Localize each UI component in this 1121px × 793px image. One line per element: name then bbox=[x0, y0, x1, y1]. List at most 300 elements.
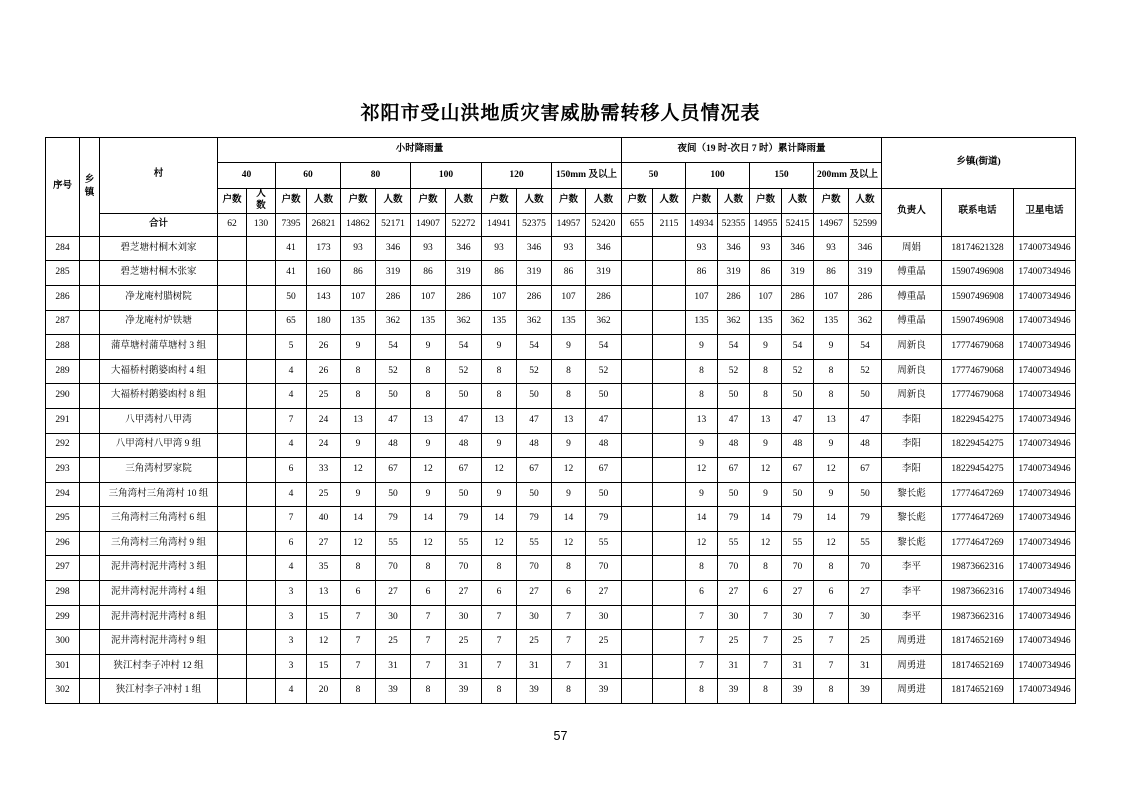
row-serial: 287 bbox=[46, 310, 80, 335]
value-cell bbox=[247, 310, 276, 335]
satellite-phone: 17400734946 bbox=[1014, 236, 1076, 261]
value-cell bbox=[218, 556, 247, 581]
value-cell: 67 bbox=[782, 458, 814, 483]
value-cell: 70 bbox=[517, 556, 552, 581]
value-cell: 93 bbox=[750, 236, 782, 261]
value-cell: 8 bbox=[552, 359, 586, 384]
rainfall-level-header: 200mm 及以上 bbox=[814, 163, 882, 189]
value-cell: 50 bbox=[276, 285, 307, 310]
value-cell: 39 bbox=[586, 679, 622, 704]
value-cell bbox=[247, 654, 276, 679]
contact-phone: 17774679068 bbox=[942, 359, 1014, 384]
table-row bbox=[46, 482, 1076, 507]
value-cell: 319 bbox=[376, 261, 411, 286]
value-cell: 7 bbox=[276, 408, 307, 433]
value-cell: 6 bbox=[686, 581, 718, 606]
value-cell: 8 bbox=[814, 556, 849, 581]
value-cell: 50 bbox=[718, 384, 750, 409]
value-cell: 86 bbox=[750, 261, 782, 286]
value-cell: 70 bbox=[586, 556, 622, 581]
responsible-person: 李平 bbox=[882, 581, 942, 606]
value-cell: 93 bbox=[411, 236, 446, 261]
village-name: 狭江村李子冲村 1 组 bbox=[100, 679, 218, 704]
value-cell: 39 bbox=[517, 679, 552, 704]
value-cell: 319 bbox=[446, 261, 482, 286]
group-header-hourly-rainfall: 小时降雨量 bbox=[218, 138, 622, 163]
rainfall-level-header: 40 bbox=[218, 163, 276, 189]
value-cell: 50 bbox=[446, 384, 482, 409]
value-cell: 47 bbox=[718, 408, 750, 433]
value-cell: 52 bbox=[849, 359, 882, 384]
value-cell: 346 bbox=[376, 236, 411, 261]
value-cell: 30 bbox=[517, 605, 552, 630]
value-cell: 30 bbox=[718, 605, 750, 630]
value-cell: 54 bbox=[849, 335, 882, 360]
village-name: 泥井湾村泥井湾村 3 组 bbox=[100, 556, 218, 581]
households-header: 户数 bbox=[552, 189, 586, 214]
value-cell: 30 bbox=[849, 605, 882, 630]
value-cell: 346 bbox=[586, 236, 622, 261]
table-row bbox=[46, 261, 1076, 286]
value-cell: 86 bbox=[482, 261, 517, 286]
relocation-table bbox=[45, 137, 1076, 704]
value-cell: 65 bbox=[276, 310, 307, 335]
table-row bbox=[46, 433, 1076, 458]
table-row bbox=[46, 310, 1076, 335]
value-cell bbox=[247, 605, 276, 630]
value-cell: 47 bbox=[849, 408, 882, 433]
rainfall-level-header: 150 bbox=[750, 163, 814, 189]
people-header: 人数 bbox=[307, 189, 341, 214]
total-value-cell: 14941 bbox=[482, 213, 517, 236]
value-cell: 286 bbox=[376, 285, 411, 310]
row-serial: 294 bbox=[46, 482, 80, 507]
value-cell: 27 bbox=[718, 581, 750, 606]
value-cell bbox=[218, 482, 247, 507]
value-cell bbox=[218, 408, 247, 433]
value-cell: 55 bbox=[849, 531, 882, 556]
value-cell: 47 bbox=[376, 408, 411, 433]
value-cell: 3 bbox=[276, 605, 307, 630]
value-cell: 362 bbox=[376, 310, 411, 335]
value-cell: 31 bbox=[446, 654, 482, 679]
value-cell: 7 bbox=[686, 605, 718, 630]
value-cell: 8 bbox=[341, 359, 376, 384]
value-cell: 180 bbox=[307, 310, 341, 335]
row-serial: 292 bbox=[46, 433, 80, 458]
table-row bbox=[46, 679, 1076, 704]
value-cell: 8 bbox=[814, 679, 849, 704]
value-cell: 93 bbox=[552, 236, 586, 261]
value-cell bbox=[218, 359, 247, 384]
value-cell: 346 bbox=[782, 236, 814, 261]
value-cell bbox=[622, 408, 653, 433]
table-row bbox=[46, 384, 1076, 409]
value-cell: 31 bbox=[782, 654, 814, 679]
value-cell: 39 bbox=[718, 679, 750, 704]
value-cell: 33 bbox=[307, 458, 341, 483]
value-cell: 7 bbox=[814, 630, 849, 655]
value-cell: 54 bbox=[376, 335, 411, 360]
total-value-cell: 130 bbox=[247, 213, 276, 236]
value-cell: 9 bbox=[341, 335, 376, 360]
value-cell: 8 bbox=[552, 556, 586, 581]
value-cell: 7 bbox=[814, 654, 849, 679]
value-cell: 4 bbox=[276, 384, 307, 409]
value-cell: 70 bbox=[718, 556, 750, 581]
value-cell: 50 bbox=[586, 482, 622, 507]
value-cell: 8 bbox=[411, 359, 446, 384]
row-township bbox=[80, 310, 100, 335]
contact-phone: 19873662316 bbox=[942, 581, 1014, 606]
group-header-township-street: 乡镇(街道) bbox=[882, 138, 1076, 189]
row-serial: 299 bbox=[46, 605, 80, 630]
value-cell: 12 bbox=[411, 458, 446, 483]
value-cell: 8 bbox=[552, 384, 586, 409]
value-cell: 93 bbox=[482, 236, 517, 261]
households-header: 户数 bbox=[686, 189, 718, 214]
row-serial: 302 bbox=[46, 679, 80, 704]
households-header: 户数 bbox=[622, 189, 653, 214]
people-header: 人数 bbox=[782, 189, 814, 214]
value-cell: 9 bbox=[686, 482, 718, 507]
value-cell: 107 bbox=[341, 285, 376, 310]
contact-phone: 19873662316 bbox=[942, 605, 1014, 630]
responsible-person: 周勇进 bbox=[882, 654, 942, 679]
value-cell bbox=[218, 581, 247, 606]
value-cell: 30 bbox=[586, 605, 622, 630]
value-cell: 362 bbox=[782, 310, 814, 335]
satellite-phone: 17400734946 bbox=[1014, 261, 1076, 286]
value-cell: 9 bbox=[686, 335, 718, 360]
value-cell: 86 bbox=[552, 261, 586, 286]
value-cell bbox=[653, 531, 686, 556]
value-cell: 50 bbox=[376, 384, 411, 409]
total-value-cell: 52171 bbox=[376, 213, 411, 236]
village-name: 净龙庵村腊树院 bbox=[100, 285, 218, 310]
value-cell: 362 bbox=[586, 310, 622, 335]
value-cell: 7 bbox=[552, 605, 586, 630]
value-cell: 3 bbox=[276, 654, 307, 679]
value-cell: 50 bbox=[849, 482, 882, 507]
value-cell: 8 bbox=[814, 359, 849, 384]
row-serial: 291 bbox=[46, 408, 80, 433]
value-cell bbox=[622, 679, 653, 704]
rainfall-level-header: 120 bbox=[482, 163, 552, 189]
value-cell: 12 bbox=[482, 531, 517, 556]
row-township bbox=[80, 679, 100, 704]
value-cell: 30 bbox=[446, 605, 482, 630]
value-cell: 286 bbox=[517, 285, 552, 310]
value-cell bbox=[653, 433, 686, 458]
value-cell bbox=[622, 335, 653, 360]
value-cell bbox=[247, 458, 276, 483]
value-cell: 6 bbox=[482, 581, 517, 606]
value-cell: 135 bbox=[552, 310, 586, 335]
value-cell: 6 bbox=[276, 531, 307, 556]
village-name: 泥井湾村泥井湾村 4 组 bbox=[100, 581, 218, 606]
value-cell: 27 bbox=[849, 581, 882, 606]
value-cell bbox=[653, 507, 686, 532]
value-cell: 9 bbox=[411, 335, 446, 360]
value-cell: 9 bbox=[686, 433, 718, 458]
value-cell: 12 bbox=[552, 458, 586, 483]
village-name: 三角湾村三角湾村 6 组 bbox=[100, 507, 218, 532]
row-township bbox=[80, 408, 100, 433]
value-cell: 13 bbox=[814, 408, 849, 433]
value-cell: 346 bbox=[517, 236, 552, 261]
value-cell: 9 bbox=[482, 335, 517, 360]
value-cell: 12 bbox=[341, 458, 376, 483]
value-cell: 8 bbox=[482, 359, 517, 384]
value-cell: 7 bbox=[341, 630, 376, 655]
value-cell: 26 bbox=[307, 335, 341, 360]
value-cell: 12 bbox=[341, 531, 376, 556]
value-cell: 107 bbox=[411, 285, 446, 310]
table-row bbox=[46, 654, 1076, 679]
contact-phone: 18229454275 bbox=[942, 433, 1014, 458]
value-cell bbox=[218, 605, 247, 630]
value-cell: 286 bbox=[446, 285, 482, 310]
total-value-cell: 52355 bbox=[718, 213, 750, 236]
village-name: 大福桥村鹅婆凼村 4 组 bbox=[100, 359, 218, 384]
value-cell bbox=[247, 630, 276, 655]
row-township bbox=[80, 285, 100, 310]
value-cell bbox=[218, 310, 247, 335]
value-cell: 160 bbox=[307, 261, 341, 286]
contact-phone: 15907496908 bbox=[942, 261, 1014, 286]
row-township bbox=[80, 654, 100, 679]
col-header-satellite-phone: 卫星电话 bbox=[1014, 189, 1076, 237]
value-cell: 362 bbox=[849, 310, 882, 335]
responsible-person: 李平 bbox=[882, 605, 942, 630]
table-row bbox=[46, 630, 1076, 655]
responsible-person: 周新良 bbox=[882, 384, 942, 409]
value-cell: 7 bbox=[686, 630, 718, 655]
contact-phone: 15907496908 bbox=[942, 285, 1014, 310]
value-cell: 31 bbox=[586, 654, 622, 679]
row-serial: 285 bbox=[46, 261, 80, 286]
col-header-contact-phone: 联系电话 bbox=[942, 189, 1014, 237]
value-cell: 67 bbox=[446, 458, 482, 483]
value-cell: 135 bbox=[341, 310, 376, 335]
village-name: 大福桥村鹅婆凼村 8 组 bbox=[100, 384, 218, 409]
value-cell bbox=[247, 679, 276, 704]
satellite-phone: 17400734946 bbox=[1014, 408, 1076, 433]
value-cell bbox=[653, 654, 686, 679]
value-cell: 48 bbox=[517, 433, 552, 458]
value-cell: 24 bbox=[307, 408, 341, 433]
value-cell: 6 bbox=[814, 581, 849, 606]
value-cell: 173 bbox=[307, 236, 341, 261]
value-cell: 30 bbox=[782, 605, 814, 630]
value-cell: 13 bbox=[686, 408, 718, 433]
value-cell: 7 bbox=[552, 630, 586, 655]
village-name: 泥井湾村泥井湾村 8 组 bbox=[100, 605, 218, 630]
value-cell: 14 bbox=[552, 507, 586, 532]
value-cell: 8 bbox=[552, 679, 586, 704]
value-cell: 54 bbox=[586, 335, 622, 360]
value-cell: 86 bbox=[814, 261, 849, 286]
value-cell: 25 bbox=[586, 630, 622, 655]
value-cell: 67 bbox=[586, 458, 622, 483]
value-cell: 27 bbox=[376, 581, 411, 606]
value-cell: 6 bbox=[341, 581, 376, 606]
value-cell: 107 bbox=[552, 285, 586, 310]
total-value-cell: 52599 bbox=[849, 213, 882, 236]
value-cell: 13 bbox=[750, 408, 782, 433]
responsible-person: 李阳 bbox=[882, 433, 942, 458]
value-cell: 25 bbox=[849, 630, 882, 655]
value-cell: 135 bbox=[411, 310, 446, 335]
value-cell: 319 bbox=[517, 261, 552, 286]
value-cell: 13 bbox=[307, 581, 341, 606]
contact-phone: 17774647269 bbox=[942, 507, 1014, 532]
value-cell: 27 bbox=[782, 581, 814, 606]
satellite-phone: 17400734946 bbox=[1014, 285, 1076, 310]
value-cell: 67 bbox=[718, 458, 750, 483]
row-township bbox=[80, 433, 100, 458]
total-value-cell: 14967 bbox=[814, 213, 849, 236]
value-cell: 7 bbox=[411, 630, 446, 655]
value-cell: 79 bbox=[849, 507, 882, 532]
value-cell bbox=[218, 531, 247, 556]
value-cell: 52 bbox=[376, 359, 411, 384]
value-cell: 8 bbox=[686, 679, 718, 704]
households-header: 户数 bbox=[411, 189, 446, 214]
row-serial: 296 bbox=[46, 531, 80, 556]
contact-phone: 19873662316 bbox=[942, 556, 1014, 581]
contact-phone: 18174652169 bbox=[942, 679, 1014, 704]
value-cell: 67 bbox=[849, 458, 882, 483]
row-township bbox=[80, 556, 100, 581]
value-cell: 362 bbox=[517, 310, 552, 335]
value-cell: 48 bbox=[718, 433, 750, 458]
value-cell bbox=[653, 384, 686, 409]
value-cell: 4 bbox=[276, 556, 307, 581]
satellite-phone: 17400734946 bbox=[1014, 581, 1076, 606]
value-cell bbox=[622, 359, 653, 384]
people-header: 人数 bbox=[849, 189, 882, 214]
value-cell: 319 bbox=[849, 261, 882, 286]
village-name: 碧芝塘村桐木刘家 bbox=[100, 236, 218, 261]
row-township bbox=[80, 458, 100, 483]
contact-phone: 15907496908 bbox=[942, 310, 1014, 335]
village-name: 三角湾村三角湾村 9 组 bbox=[100, 531, 218, 556]
value-cell: 12 bbox=[814, 531, 849, 556]
total-value-cell: 52272 bbox=[446, 213, 482, 236]
satellite-phone: 17400734946 bbox=[1014, 507, 1076, 532]
value-cell: 70 bbox=[849, 556, 882, 581]
value-cell: 8 bbox=[341, 384, 376, 409]
value-cell: 7 bbox=[341, 654, 376, 679]
col-header-village: 村 bbox=[100, 138, 218, 214]
value-cell bbox=[247, 359, 276, 384]
value-cell bbox=[653, 359, 686, 384]
value-cell: 39 bbox=[376, 679, 411, 704]
contact-phone: 17774647269 bbox=[942, 482, 1014, 507]
value-cell bbox=[622, 285, 653, 310]
value-cell: 8 bbox=[482, 556, 517, 581]
value-cell bbox=[653, 482, 686, 507]
value-cell: 13 bbox=[411, 408, 446, 433]
satellite-phone: 17400734946 bbox=[1014, 531, 1076, 556]
total-value-cell: 14955 bbox=[750, 213, 782, 236]
value-cell bbox=[247, 482, 276, 507]
contact-phone: 17774679068 bbox=[942, 384, 1014, 409]
satellite-phone: 17400734946 bbox=[1014, 359, 1076, 384]
table-row bbox=[46, 458, 1076, 483]
row-township bbox=[80, 581, 100, 606]
value-cell: 6 bbox=[276, 458, 307, 483]
responsible-person: 李阳 bbox=[882, 458, 942, 483]
value-cell: 41 bbox=[276, 236, 307, 261]
value-cell: 48 bbox=[782, 433, 814, 458]
value-cell: 47 bbox=[517, 408, 552, 433]
row-serial: 295 bbox=[46, 507, 80, 532]
responsible-person: 黎长彪 bbox=[882, 531, 942, 556]
value-cell: 12 bbox=[814, 458, 849, 483]
value-cell bbox=[218, 261, 247, 286]
value-cell: 135 bbox=[750, 310, 782, 335]
value-cell: 67 bbox=[376, 458, 411, 483]
households-header: 户数 bbox=[341, 189, 376, 214]
row-serial: 301 bbox=[46, 654, 80, 679]
value-cell: 12 bbox=[411, 531, 446, 556]
rainfall-level-header: 60 bbox=[276, 163, 341, 189]
value-cell: 47 bbox=[446, 408, 482, 433]
responsible-person: 傅重晶 bbox=[882, 285, 942, 310]
value-cell bbox=[218, 679, 247, 704]
value-cell: 319 bbox=[586, 261, 622, 286]
value-cell: 8 bbox=[814, 384, 849, 409]
value-cell: 14 bbox=[686, 507, 718, 532]
value-cell: 12 bbox=[750, 458, 782, 483]
value-cell bbox=[622, 482, 653, 507]
value-cell: 52 bbox=[446, 359, 482, 384]
row-township bbox=[80, 482, 100, 507]
village-name: 泥井湾村泥井湾村 9 组 bbox=[100, 630, 218, 655]
col-header-serial: 序号 bbox=[46, 138, 80, 237]
value-cell: 9 bbox=[750, 482, 782, 507]
value-cell bbox=[622, 605, 653, 630]
responsible-person: 李平 bbox=[882, 556, 942, 581]
value-cell: 15 bbox=[307, 605, 341, 630]
value-cell bbox=[247, 236, 276, 261]
value-cell: 39 bbox=[782, 679, 814, 704]
satellite-phone: 17400734946 bbox=[1014, 335, 1076, 360]
value-cell: 8 bbox=[686, 556, 718, 581]
value-cell: 8 bbox=[686, 384, 718, 409]
value-cell: 8 bbox=[750, 556, 782, 581]
value-cell bbox=[247, 556, 276, 581]
responsible-person: 李阳 bbox=[882, 408, 942, 433]
satellite-phone: 17400734946 bbox=[1014, 310, 1076, 335]
value-cell: 12 bbox=[750, 531, 782, 556]
value-cell bbox=[247, 581, 276, 606]
village-name: 八甲湾村八甲湾 9 组 bbox=[100, 433, 218, 458]
value-cell bbox=[218, 654, 247, 679]
value-cell: 135 bbox=[686, 310, 718, 335]
value-cell: 107 bbox=[750, 285, 782, 310]
value-cell: 54 bbox=[446, 335, 482, 360]
village-name: 三角湾村罗家院 bbox=[100, 458, 218, 483]
value-cell bbox=[622, 310, 653, 335]
value-cell: 54 bbox=[782, 335, 814, 360]
total-value-cell: 52375 bbox=[517, 213, 552, 236]
value-cell: 8 bbox=[750, 359, 782, 384]
people-header: 人数 bbox=[653, 189, 686, 214]
